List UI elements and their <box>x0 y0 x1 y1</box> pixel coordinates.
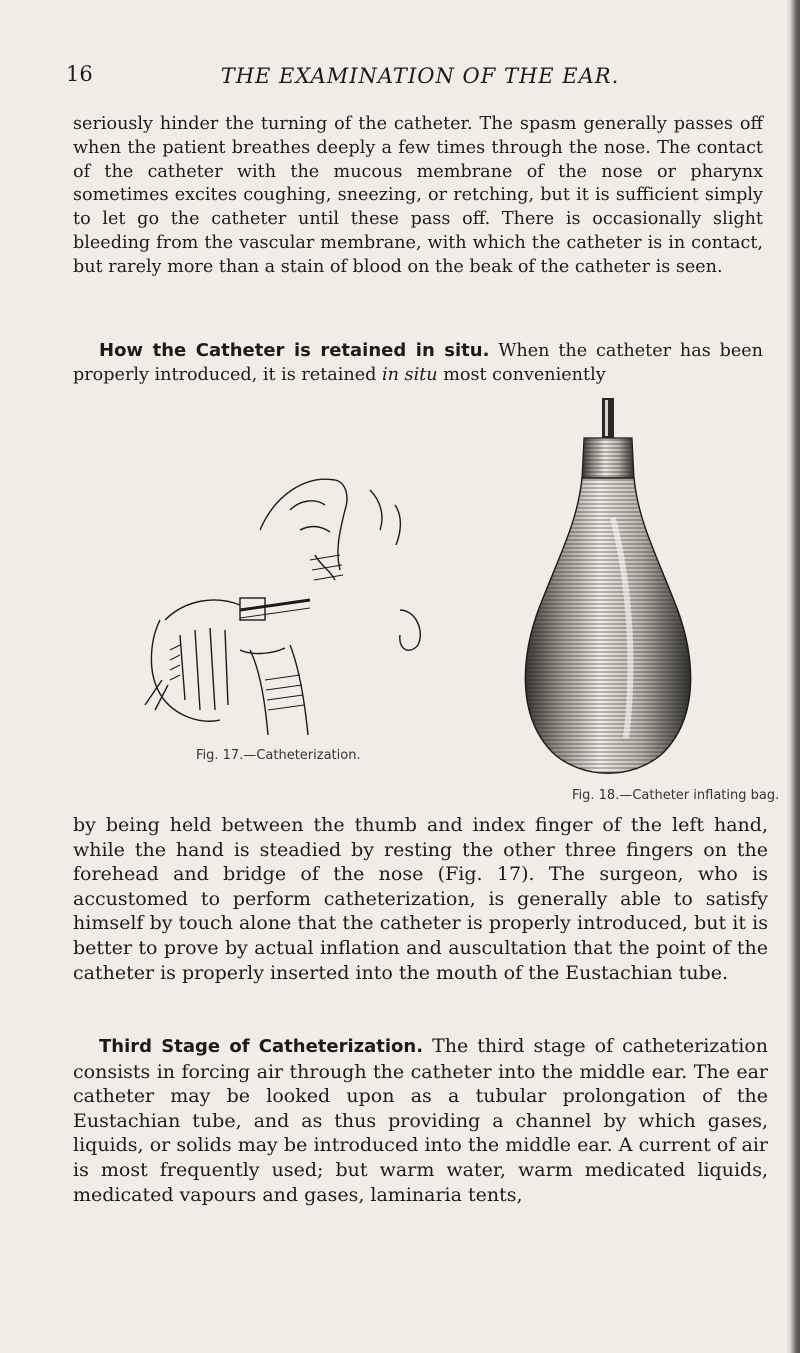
page-number: 16 <box>66 62 93 86</box>
paragraph-2-text: When the catheter has been properly introduced, it is retained <box>73 341 764 385</box>
paragraph-3: by being held between the thumb and index finger of the left hand, while the hand is steadied by resting the other three fingers on the forehead and bridge of the nose (Fig. 17). The surgeon, who is accustomed to perform catheterization, is generally able to satisfy himself by touch alone that the catheter is properly introduced, but it is better to prove by actual inflation and auscultation that the point of the catheter is properly inserted into the mouth of the Eustachian tube. <box>73 814 768 984</box>
figure-17-caption: Fig. 17.—Catheterization. <box>196 748 361 763</box>
paragraph-2-text-end: most conveniently <box>443 364 606 385</box>
figure-17-catheterization-illustration <box>140 470 440 740</box>
paragraph-2 <box>73 339 763 388</box>
section-heading-third-stage: Third Stage of Catheterization. <box>99 1036 424 1057</box>
figure-18-caption: Fig. 18.—Catheter inflating bag. <box>572 788 780 803</box>
paragraph-4-text: The third stage of catheterization consists in forcing air through the catheter into the middle ear. The ear catheter may be looked upon as a tubular prolongation of the Eustachian tube, and as thus providing a channel by which gases, liquids, or solids may be introduced into the middle ear. A current of air is most frequently used; but warm water, warm medicated liquids, medicated vapours and gases, laminaria tents, <box>73 1035 768 1206</box>
paragraph-2-italic: in situ <box>382 364 438 385</box>
page-edge-shadow <box>786 0 800 1353</box>
figure-18-inflating-bag-illustration <box>508 398 708 783</box>
paragraph-1: seriously hinder the turning of the catheter. The spasm generally passes off when the patient breathes deeply a few times through the nose. The contact of the catheter with the mucous membrane of the nose or pharynx sometimes excites coughing, sneezing, or retching, but it is sufficient simply to let go the catheter until these pass off. There is occasionally slight bleeding from the vascular membrane, with which the catheter is in contact, but rarely more than a stain of blood on the beak of the catheter is seen. <box>73 114 763 277</box>
section-heading-retained-in-situ: How the Catheter is retained in situ. <box>99 340 490 361</box>
paragraph-4 <box>73 1034 768 1207</box>
running-title: THE EXAMINATION OF THE EAR. <box>220 64 620 88</box>
